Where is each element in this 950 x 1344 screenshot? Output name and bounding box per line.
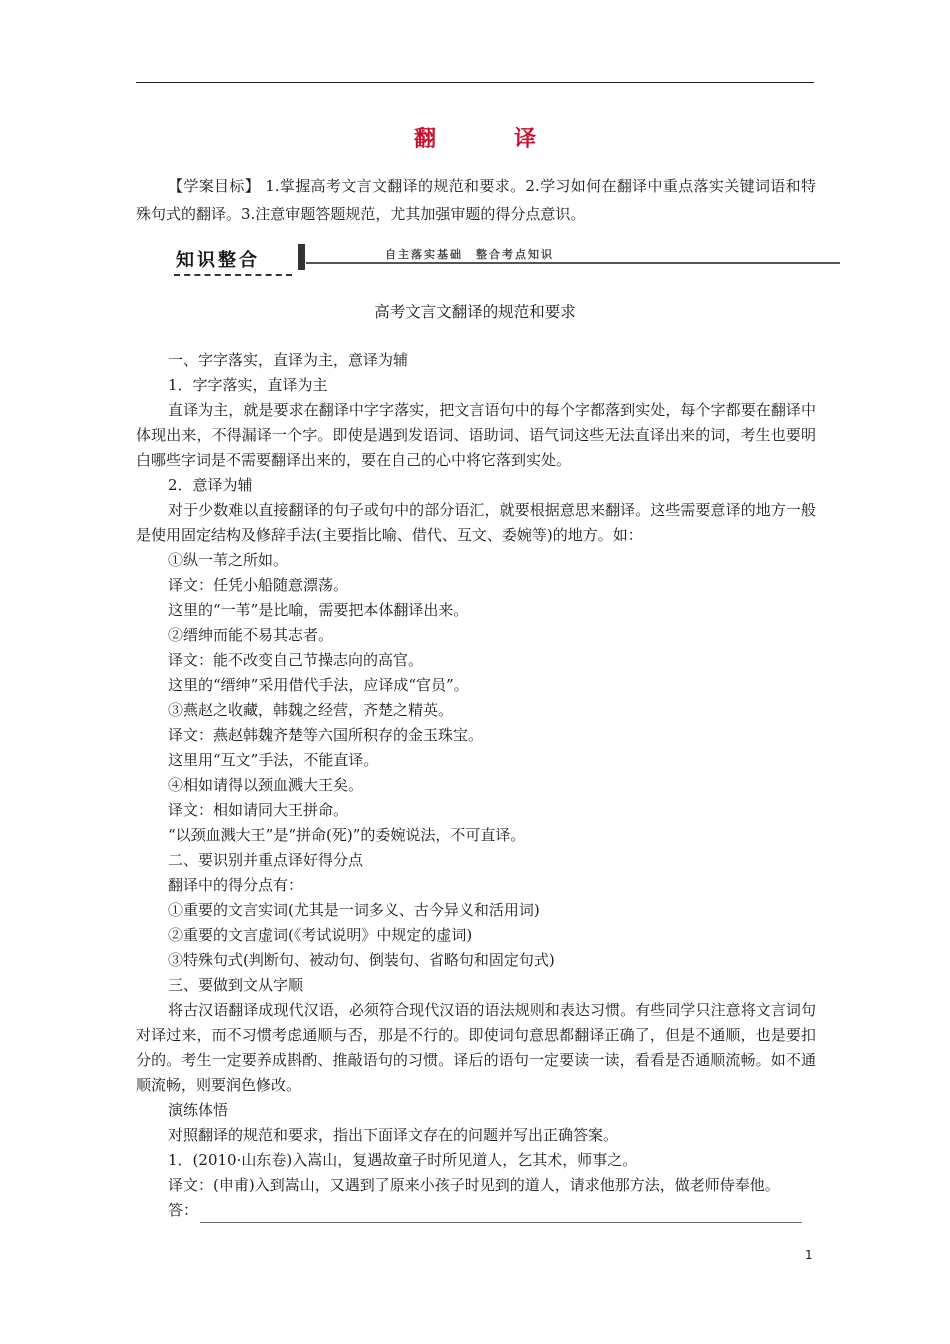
paragraph: 将古汉语翻译成现代汉语，必须符合现代汉语的语法规则和表达习惯。有些同学只注意将文言词句对译过来，而不习惯考虑通顺与否，那是不行的。即使词句意思都翻译正确了，但是不通顺，也是要扣分的。考生一定要养成斟酌、推敲语句的习惯。译后的语句一定要读一读，看看是否通顺流畅。如不通顺流畅，则要润色修改。 — [136, 1001, 816, 1094]
answer-label: 答： — [168, 1201, 199, 1219]
example-sentence: ③燕赵之收藏，韩魏之经营，齐楚之精英。 — [168, 701, 454, 719]
learning-objectives: 【学案目标】 1.掌握高考文言文翻译的规范和要求。2.学习如何在翻译中重点落实关键词语和特殊句式的翻译。3.注意审题答题规范，尤其加强审题的得分点意识。 — [136, 177, 816, 223]
list-item: ①重要的文言实词(尤其是一词多义、古今异义和活用词) — [168, 901, 540, 919]
page-title: 翻 译 — [413, 126, 564, 152]
list-item: ③特殊句式(判断句、被动句、倒装句、省略句和固定句式) — [168, 951, 555, 969]
example-note: 这里的“缙绅”采用借代手法，应译成“官员”。 — [168, 676, 469, 694]
banner-rule — [306, 262, 840, 264]
banner-title: 知识整合 — [176, 250, 260, 271]
body-text — [136, 348, 816, 1223]
subheading-1: 1．字字落实，直译为主 — [168, 376, 328, 394]
example-note: “以颈血溅大王”是“拼命(死)”的委婉说法，不可直译。 — [168, 826, 526, 844]
banner-dashed-underline — [174, 274, 292, 276]
section-heading: 高考文言文翻译的规范和要求 — [374, 303, 576, 321]
answer-row — [136, 1198, 816, 1223]
answer-blank[interactable] — [200, 1204, 802, 1223]
example-note: 这里的“一苇”是比喻，需要把本体翻译出来。 — [168, 601, 469, 619]
banner-divider-bar — [298, 244, 305, 270]
example-translation: 译文：相如请同大王拼命。 — [168, 801, 349, 819]
practice-translation: 译文：(申甫)入到嵩山，又遇到了原来小孩子时见到的道人，请求他那方法，做老师侍奉他。 — [168, 1176, 780, 1194]
heading-1: 一、字字落实，直译为主，意译为辅 — [168, 351, 409, 369]
page-number: 1 — [805, 1248, 813, 1262]
practice-question: 1．(2010·山东卷)入嵩山，复遇故童子时所见道人，乞其术，师事之。 — [168, 1151, 638, 1169]
example-sentence: ④相如请得以颈血溅大王矣。 — [168, 776, 364, 794]
practice-heading: 演练体悟 — [168, 1101, 229, 1119]
header-rule — [136, 82, 814, 83]
paragraph: 翻译中的得分点有： — [168, 876, 304, 894]
example-translation: 译文：任凭小船随意漂荡。 — [168, 576, 349, 594]
example-note: 这里用“互文”手法，不能直译。 — [168, 751, 379, 769]
subheading-2: 2．意译为辅 — [168, 476, 253, 494]
section-banner — [170, 244, 840, 284]
paragraph: 直译为主，就是要求在翻译中字字落实，把文言语句中的每个字都落到实处，每个字都要在翻译中体现出来，不得漏译一个字。即使是遇到发语词、语助词、语气词这些无法直译出来的词，考生也要明白哪些字词是不需要翻译出来的，要在自己的心中将它落到实处。 — [136, 401, 816, 469]
heading-3: 三、要做到文从字顺 — [168, 976, 304, 994]
example-translation: 译文：能不改变自己节操志向的高官。 — [168, 651, 424, 669]
heading-2: 二、要识别并重点译好得分点 — [168, 851, 364, 869]
banner-subtitle: 自主落实基础 整合考点知识 — [385, 248, 554, 261]
practice-instruction: 对照翻译的规范和要求，指出下面译文存在的问题并写出正确答案。 — [168, 1126, 619, 1144]
example-translation: 译文：燕赵韩魏齐楚等六国所积存的金玉珠宝。 — [168, 726, 484, 744]
paragraph: 对于少数难以直接翻译的句子或句中的部分语汇，就要根据意思来翻译。这些需要意译的地方一般是使用固定结构及修辞手法(主要指比喻、借代、互文、委婉等)的地方。如： — [136, 501, 816, 544]
list-item: ②重要的文言虚词(《考试说明》中规定的虚词) — [168, 926, 473, 944]
example-sentence: ②缙绅而能不易其志者。 — [168, 626, 334, 644]
example-sentence: ①纵一苇之所如。 — [168, 551, 289, 569]
